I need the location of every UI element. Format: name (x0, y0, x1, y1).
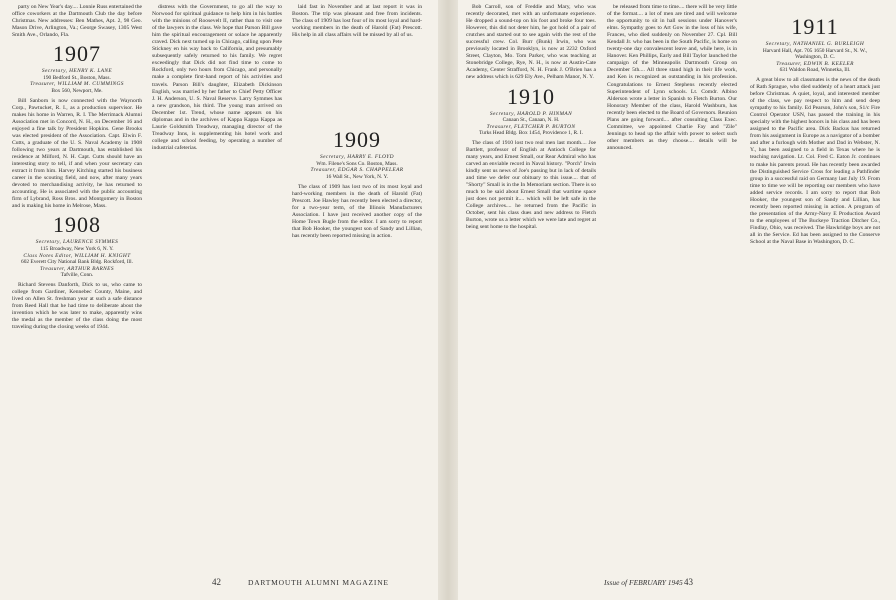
article-text: laid fast in November and at last report it was in Boston. The trip was pleasant and free from incidents. The class of 1909 has lost four of its most loyal and hard-working members in the death of Harold (Fat) Prescott. His help in all class affairs will be missed by all of us. (292, 4, 422, 39)
editor-address: 602 Everett City National Bank Bldg. Rockford, Ill. (21, 259, 133, 266)
article-text: party on New Year's day.... Lonnie Russ entertained the office coworkers at the Dartmouth Club the day before Christmas. New addresses: Ben Mathes, Apt. 2, 98 Geo. Mason Drive, Arlington, Va.; George Swasey, 1305 West Smith Ave., Orlando, Fla. (12, 4, 142, 39)
class-year: 1910 (507, 83, 555, 109)
treasurer-line: Treasurer, WILLIAM M. CUMMINGS (30, 81, 124, 88)
treasurer-address: Turks Head Bldg. Box 1454, Providence 1, R. I. (479, 130, 583, 137)
article-text: be released from time to time.... there will be very little of the format.... a lot of men are tired and will welcome the opportunity to sit in hall sessions under Hanover's elms. Sympathy goes to Art Gow in the loss of his wife, Frances, who died suddenly on November 27. Cpl. Bill Kendall Jr. who has been in the South Pacific, is home on twenty-one day convalescent leave and, while here, is in Hanover. Ken Phillips, Early and Bill Taylor launched the campaign of the Minneapolis Dartmouth Group on December 5th.... All three stand high in their life work, and Ken is recognized as outstanding in his profession. Congratulations to Ernest Stephens recently elected Superintendent of Lynn schools. Lt. Comdr. Albino Alderson wrote a letter in Spanish to Fletch Burton. Our Honorary Member of the class, Harold Washburn, has recently been elected to the Board of Governors. Reunion Plans are going forward.... after consulting Class Exec. Committee, we appointed Charlie Fay and "Zile" Jennings to head up the affair with power to select such other members as they choose.... details will be announced. (607, 4, 737, 151)
treasurer-address: 16 Wall St., New York, N. Y. (325, 174, 389, 181)
running-footer: DARTMOUTH ALUMNI MAGAZINE (248, 578, 389, 587)
treasurer-address: Box 560, Newport, Me. (51, 88, 103, 95)
editor-line: Class Notes Editor, WILLIAM H. KNIGHT (23, 252, 131, 259)
page-number: 42 (212, 577, 221, 587)
article-text: Bob Carroll, son of Freddie and Mary, who was recently decorated, met with an unfortunate experience. He dropped a sound-top on his foot and broke four toes. However, this did not deter him, he got hold of a pair of crutches and started out to see again with the rest of the successful crew. Col. Burr (Bunk) Irwin, who was previously located in Brooklyn, is now at 2232 Oxford Street, Clayton, Mo. Tom Parker, who was teaching at Stonebridge College, Rye, N. H., is now at Austin-Cate Academy, Center Strafford, N. H. Frank J. O'Brien has a new address which is 629 Ely Ave., Pelham Manor, N. Y. (466, 4, 596, 81)
treasurer-address: Tafville, Conn. (60, 272, 94, 279)
article-text: distress with the Government, to go all the way to Norwood for spiritual guidance to help him in his battles with the minions of Roosevelt II, rather than to visit one of the lawyers in the class. We hope that Parson Bill gave him the spiritual encouragement or solace he apparently craved. Dick next turned up in Chicago, calling upon Pete Stickney en his way back to California, and presumably subsequently safely returned to his family. We regret exceedingly that Dick did not find time to come to Rockford, only two hours from Chicago, and personally make a complete first-hand report of his activities and travels. Parson Bill's daughter, Elizabeth Dickinson English, was married by her father to Chief Petty Officer J. H. Anderson, U. S. Naval Reserve. Larry Symmes has a new grandson, his third. The young man arrived on December 1st. Trend, whose name appears on his diplomas and in the archives of Kappa Kappa Kappa as Laurie Goldsmith Treadway, managing director of the Treadway Inns, is supplementing his hotel work and college and school feeding, by operating a number of industrial cafeterias. (152, 4, 282, 151)
treasurer-line: Treasurer, ARTHUR BARNES (40, 265, 114, 272)
secretary-address: Wm. Filene's Sons Co. Boston, Mass. (316, 160, 398, 167)
left-column-2 (152, 4, 282, 566)
secretary-line: Secretary, NATHANIEL G. BURLEIGH (765, 41, 865, 47)
secretary-line: Secretary, HENRY K. LANE (41, 68, 113, 75)
article-text: A great blow to all classmates is the news of the death of Rath Sprague, who died suddenly of a heart attack just before Christmas. A quiet, loyal, and interested member of the class, we pay respect to him and send deep sympathy to his family. Ed Pearson, John's son, S1/c Fire Control Operator USN, has passed the training in his specialty with the highest honors in his class and has been assigned to the Pacific area. Dick Backus has returned from his assignment in Europe as a navigator of a bomber and after a furlough with Mother and Dad in Webster, N. Y., has been assigned to a field in Texas where he is teaching navigation. Lt. Col. Fred C. Eaton Jr. continues to make his parents proud. He has recently been awarded the Distinguished Service Cross for leading a Pathfinder group in a successful raid on Germany last July 19. From time to time we will be reporting our members who have added service records. I am sorry to report that Bob Hooker, the youngest son of Sandy and Lillian, has recently been reported missing in action. A program of the presentation of the Army-Navy E Production Award to the employees of The Buckeye Traction Ditcher Co., Findlay, Ohio, was received. The Hawkridge boys are not all in the Service. Ed has been assigned to the Conserve School at the Naval Base in Washington, D. C. (750, 76, 880, 246)
secretary-address: 190 Bedford St., Boston, Mass. (43, 74, 111, 81)
treasurer-line: Treasurer, EDGAR S. CHAPPELEAR (310, 167, 404, 174)
left-page (0, 0, 438, 600)
class-header-1908 (12, 214, 142, 279)
right-column-2 (607, 4, 737, 566)
article-text: Bill Sanborn is now connected with the Waynorth Corp., Pawtucket, R. I., as a production supervisor. He makes his home in Warren, R. I. The Merrimack Alumni Association met in Concord, N. H., on December 16 and enjoyed a fine talk by President Hopkins. Gene Brooks was elected president of the Association. Capt. Elwin F. Cutts, a graduate of the U. S. Naval Academy in 1908 following two years at Dartmouth, has established his residence at Milford, N. H. Capt. Cutts should have an interesting story to tell, if and when your secretary can extract it from him. Harvey Kitching started his business career in the scouting field, and now, after many years devoted to merchandising activity, he has returned to accounting. He is associated with the public accounting firm of Lybrand, Ross Bros. and Montgomery in Boston and is making his home in Melrose, Mass. (12, 97, 142, 210)
page-number: 43 (684, 577, 693, 587)
right-page (458, 0, 896, 600)
secretary-address: Harvard Hall, Apt. 705 1650 Harvard St., N. W., Washington, D. C. (762, 47, 868, 61)
class-header-1911 (750, 16, 880, 74)
secretary-line: Secretary, HAROLD P. HINMAN (489, 110, 573, 117)
secretary-address: 115 Broadway, New York 6, N. Y. (40, 245, 114, 252)
class-year: 1911 (791, 14, 839, 39)
right-column-3 (750, 4, 880, 566)
class-header-1907 (12, 43, 142, 94)
left-column-1 (12, 4, 142, 566)
article-text: Richard Stevens Danforth, Dick to us, who came to college from Gardiner, Kennebec County, Maine, and lived on Allen St. freshman year at such a safe distance from Reed Hall that he had time to deliberate about the invention which he was later to make, apparently wins the medal as the member of the class doing the most traveling during the closing weeks of 1944. (12, 281, 142, 331)
left-column-3 (292, 4, 422, 566)
secretary-line: Secretary, LAURENCE SYMMES (35, 239, 119, 246)
class-header-1909 (292, 129, 422, 180)
class-year: 1909 (333, 127, 381, 153)
treasurer-line: Treasurer, EDWIN B. KEELER (776, 60, 854, 67)
article-text: The class of 1909 has lost two of its most loyal and hard-working members in the death of Harold (Fat) Prescott. Joe Hawley has recently been elected a director, for a two-year term, of the Illinois Manufacturers Association. I have just received another copy of the Home Town Bugle from the editor. I am sorry to report that Bob Hooker, the youngest son of Sandy and Lillian, has recently been reported missing in action. (292, 183, 422, 239)
class-year: 1908 (53, 212, 101, 238)
class-year: 1907 (53, 41, 101, 67)
secretary-line: Secretary, HARRY E. FLOYD (320, 154, 394, 161)
treasurer-address: 631 Waldon Road, Winnetka, Ill. (779, 67, 851, 74)
secretary-address: Canaan St., Canaan, N. H. (502, 117, 560, 124)
treasurer-line: Treasurer, FLETCHER P. BURTON (486, 123, 576, 130)
class-header-1910 (466, 83, 596, 137)
page-gutter (438, 0, 458, 600)
article-text: The class of 1910 lost two real men last month.... Joe Bartlett, professor of English at Antioch College for many years, and Ernest Small, our Rear Admiral who has carved an enviable record in Naval history. "Porch" Irwin kindly sent us news of Joe's passing but in lack of details and time we defer our obituary to this issue.... that of "Shorty" Small is in the In Memoriam section. There is so much to be said about Ernest Small that wartime space just does not permit it.... which will be left safe in the College archives.... he returned from the Pacific in October, sent his class dues and new address to Fletch Burton, wrote us a letter which we were late and regret at being sent home to the hospital. (466, 139, 596, 231)
right-column-1 (466, 4, 596, 566)
running-footer: Issue of FEBRUARY 1945 (604, 578, 683, 587)
